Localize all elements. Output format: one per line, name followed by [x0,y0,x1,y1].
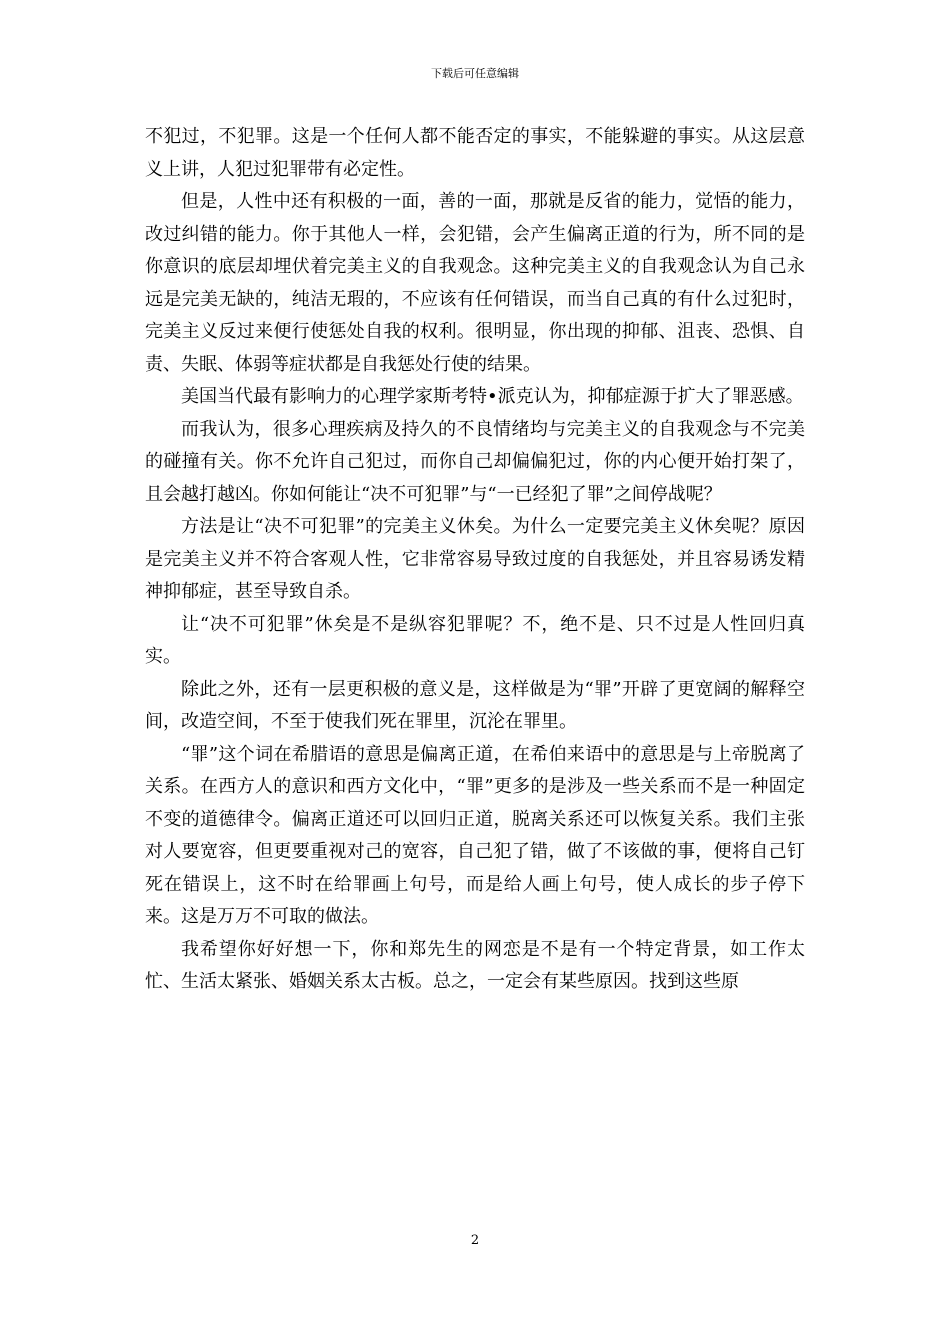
page-header [0,66,950,82]
paragraph-3: 美国当代最有影响力的心理学家斯考特•派克认为，抑郁症源于扩大了罪恶感。 [181,386,804,407]
paragraph-9: 我希望你好好想一下，你和郑先生的网恋是不是有一个特定背景，如工作太忙、生活太紧张、婚姻关系太古板。总之，一定会有某些原因。找到这些原 [145,938,805,992]
page-number: 2 [470,1233,480,1248]
paragraph-5: 方法是让“决不可犯罪”的完美主义休矣。为什么一定要完美主义休矣呢？原因是完美主义并不符合客观人性，它非常容易导致过度的自我惩处，并且容易诱发精神抑郁症，甚至导致自杀。 [145,516,805,602]
paragraph-7: 除此之外，还有一层更积极的意义是，这样做是为“罪”开辟了更宽阔的解释空间，改造空间，不至于使我们死在罪里，沉沦在罪里。 [145,678,805,732]
paragraph-2: 但是，人性中还有积极的一面，善的一面，那就是反省的能力，觉悟的能力，改过纠错的能力。你于其他人一样，会犯错，会产生偏离正道的行为，所不同的是你意识的底层却埋伏着完美主义的自我观念。这种完美主义的自我观念认为自己永远是完美无缺的，纯洁无瑕的，不应该有任何错误，而当自己真的有什么过犯时，完美主义反过来便行使惩处自我的权利。很明显，你出现的抑郁、沮丧、恐惧、自责、失眠、体弱等症状都是自我惩处行使的结果。 [145,191,805,375]
page-footer [0,1232,950,1250]
paragraph-1: 不犯过，不犯罪。这是一个任何人都不能否定的事实，不能躲避的事实。从这层意义上讲，人犯过犯罪带有必定性。 [145,126,805,180]
header-text: 下载后可任意编辑 [431,67,519,80]
paragraph-4: 而我认为，很多心理疾病及持久的不良情绪均与完美主义的自我观念与不完美的碰撞有关。你不允许自己犯过，而你自己却偏偏犯过，你的内心便开始打架了，且会越打越凶。你如何能让“决不可犯罪”与“一已经犯了罪”之间停战呢？ [145,418,805,505]
paragraph-8: “罪”这个词在希腊语的意思是偏离正道，在希伯来语中的意思是与上帝脱离了关系。在西方人的意识和西方文化中，“罪”更多的是涉及一些关系而不是一种固定不变的道德律令。偏离正道还可以回归正道，脱离关系还可以恢复关系。我们主张对人要宽容，但更要重视对己的宽容，自己犯了错，做了不该做的事，便将自己钉死在错误上，这不时在给罪画上句号，而是给人画上句号，使人成长的步子停下来。这是万万不可取的做法。 [145,743,805,927]
document-body [145,121,805,999]
paragraph-6: 让“决不可犯罪”休矣是不是纵容犯罪呢？不，绝不是、只不过是人性回归真实。 [145,613,805,667]
